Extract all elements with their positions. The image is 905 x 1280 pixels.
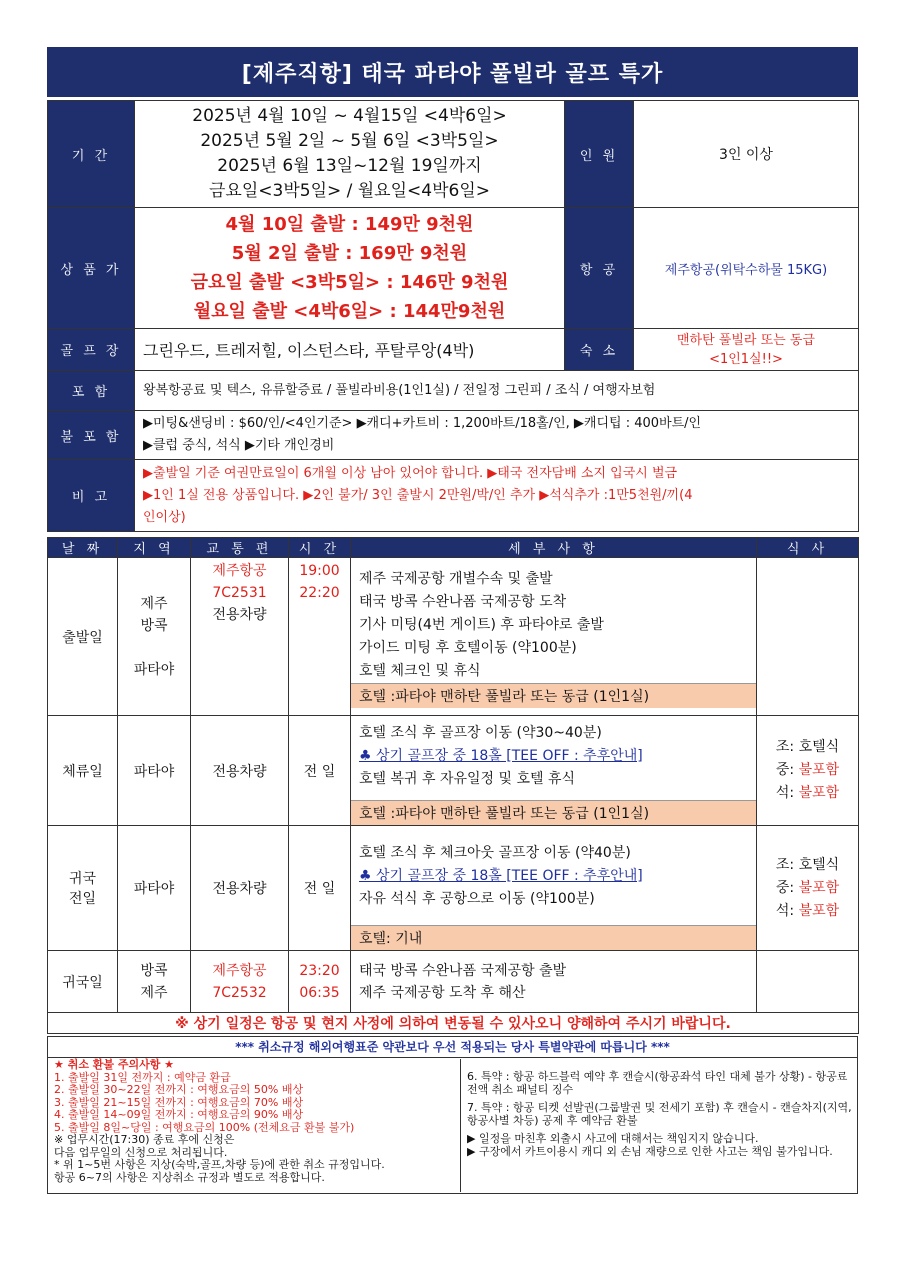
details-cell: 호텔 조식 후 골프장 이동 (약30~40분) ♣ 상기 골프장 중 18홀 [TEE OFF : 추후안내] 호텔 복귀 후 자유일정 및 호텔 휴식 호텔 :파타야 맨하탄 풀빌라 또는 동급 (1인1실) <box>351 716 757 826</box>
day-label: 귀국일 <box>48 951 118 1013</box>
header-time: 시 간 <box>289 538 351 558</box>
air-value: 제주항공(위탁수하물 15KG) <box>634 208 859 329</box>
schedule-row <box>48 716 859 826</box>
stay-label: 숙 소 <box>565 329 634 371</box>
header-date: 날 짜 <box>48 538 118 558</box>
policy-left: ★ 취소 환불 주의사항 ★ 1. 출발일 31일 전까지 : 예약금 환급 2. 출발일 30~22일 전까지 : 여행요금의 50% 배상 3. 출발일 21~15일 전까지 : 여행요금의 70% 배상 4. 출발일 14~09일 전까지 : 여행요금의 90% 배상 5. 출발일 8일~당일 : 여행요금의 100% (전체요금 환불 불가) ※ 업무시간(17:30) 종료 후에 신청은 다음 업무일의 신청으로 처리됩니다. * 위 1~5번 사항은 지상(숙박,골프,차량 등)에 관한 취소 규정입니다. 항공 6~7의 사항은 지상취소 규정과 별도로 적용합니다. <box>54 1059 454 1184</box>
time-cell: 19:00 22:20 <box>289 558 351 716</box>
note-value: ▶출발일 기준 여권만료일이 6개월 이상 남아 있어야 합니다. ▶태국 전자담배 소지 입국시 벌금 ▶1인 1실 전용 상품입니다. ▶2인 불가/ 3인 출발시 2만원/박/인 추가 ▶석식추가 :1만5천원/끼(4 인이상) <box>135 460 859 532</box>
day-label: 체류일 <box>48 716 118 826</box>
region-cell: 방콕 제주 <box>118 951 191 1013</box>
policy-header: *** 취소규정 해외여행표준 약관보다 우선 적용되는 당사 특별약관에 따릅니다 *** <box>48 1037 857 1058</box>
schedule-row <box>48 558 859 716</box>
meals-cell: 조: 호텔식 중: 불포함 석: 불포함 <box>757 716 859 826</box>
details-cell: 태국 방콕 수완나폼 국제공항 출발 제주 국제공항 도착 후 해산 <box>351 951 757 1013</box>
details-cell: 제주 국제공항 개별수속 및 출발 태국 방콕 수완나폼 국제공항 도착 기사 미팅(4번 게이트) 후 파타야로 출발 가이드 미팅 후 호텔이동 (약100분) 호텔 체크인 및 휴식 호텔 :파타야 맨하탄 풀빌라 또는 동급 (1인1실) <box>351 558 757 716</box>
hotel-line: 호텔 :파타야 맨하탄 풀빌라 또는 동급 (1인1실) <box>351 683 756 708</box>
day-label: 귀국 전일 <box>48 826 118 951</box>
header-meals: 식 사 <box>757 538 859 558</box>
hotel-line: 호텔: 기내 <box>351 925 756 950</box>
schedule-notice: ※ 상기 일정은 항공 및 현지 사정에 의하여 변동될 수 있사오니 양해하여 주시기 바랍니다. <box>48 1013 859 1034</box>
region-cell: 파타야 <box>118 716 191 826</box>
transport-cell: 제주항공 7C2531 전용차량 <box>191 558 289 716</box>
period-label: 기 간 <box>48 101 135 208</box>
stay-value: 맨하탄 풀빌라 또는 동급 <1인1실!!> <box>634 329 859 371</box>
transport-cell: 제주항공 7C2532 <box>191 951 289 1013</box>
policy-right: 6. 특약 : 항공 하드블럭 예약 후 캔슬시(항공좌석 타인 대체 불가 상황) - 항공료 전액 취소 패널티 징수 7. 특약 : 항공 티켓 선발권(그룹발권 및 전세기 포함) 후 캔슬시 - 캔슬차지(지역, 항공사별 차등) 공제 후 예약금 환불 ▶ 일정을 마친후 외출시 사고에 대해서는 책임지지 않습니다. ▶ 구장에서 카트이용시 캐디 외 손님 재량으로 인한 사고는 책임 불가입니다. <box>460 1059 859 1192</box>
excl-value: ▶미팅&샌딩비 : $60/인/<4인기준> ▶캐디+카트비 : 1,200바트/18홀/인, ▶캐디팁 : 400바트/인 ▶클럽 중식, 석식 ▶기타 개인경비 <box>135 411 859 460</box>
air-label: 항 공 <box>565 208 634 329</box>
time-cell: 23:20 06:35 <box>289 951 351 1013</box>
period-value: 2025년 4월 10일 ~ 4월15일 <4박6일> 2025년 5월 2일 ~ 5월 6일 <3박5일> 2025년 6월 13일~12월 19일까지 금요일<3박5일> / 월요일<4박6일> <box>135 101 565 208</box>
schedule-row <box>48 951 859 1013</box>
people-label: 인 원 <box>565 101 634 208</box>
golf-link[interactable]: ♣ 상기 골프장 중 18홀 [TEE OFF : 추후안내] <box>359 748 643 764</box>
region-cell: 파타야 <box>118 826 191 951</box>
meals-cell <box>757 951 859 1013</box>
price-value: 4월 10일 출발 : 149만 9천원 5월 2일 출발 : 169만 9천원 금요일 출발 <3박5일> : 146만 9천원 월요일 출발 <4박6일> : 144만9천원 <box>135 208 565 329</box>
golf-label: 골 프 장 <box>48 329 135 371</box>
time-cell: 전 일 <box>289 826 351 951</box>
policy-title: ★ 취소 환불 주의사항 ★ <box>54 1058 175 1071</box>
transport-cell: 전용차량 <box>191 826 289 951</box>
hotel-line: 호텔 :파타야 맨하탄 풀빌라 또는 동급 (1인1실) <box>351 800 756 825</box>
cancel-policy <box>47 1036 858 1194</box>
incl-label: 포 함 <box>48 371 135 411</box>
day-label: 출발일 <box>48 558 118 716</box>
time-cell: 전 일 <box>289 716 351 826</box>
schedule-row <box>48 826 859 951</box>
schedule-table <box>47 537 859 1034</box>
incl-value: 왕복항공료 및 텍스, 유류할증료 / 풀빌라비용(1인1실) / 전일정 그린피 / 조식 / 여행자보험 <box>135 371 859 411</box>
meals-cell: 조: 호텔식 중: 불포함 석: 불포함 <box>757 826 859 951</box>
price-label: 상 품 가 <box>48 208 135 329</box>
header-transport: 교 통 편 <box>191 538 289 558</box>
note-label: 비 고 <box>48 460 135 532</box>
header-details: 세 부 사 항 <box>351 538 757 558</box>
golf-value: 그린우드, 트레저힐, 이스턴스타, 푸탈루앙(4박) <box>135 329 565 371</box>
people-value: 3인 이상 <box>634 101 859 208</box>
info-table <box>47 100 859 532</box>
excl-label: 불 포 함 <box>48 411 135 460</box>
meals-cell <box>757 558 859 716</box>
region-cell: 제주 방콕 파타야 <box>118 558 191 716</box>
details-cell: 호텔 조식 후 체크아웃 골프장 이동 (약40분) ♣ 상기 골프장 중 18홀 [TEE OFF : 추후안내] 자유 석식 후 공항으로 이동 (약100분) 호텔: 기내 <box>351 826 757 951</box>
transport-cell: 전용차량 <box>191 716 289 826</box>
page-title: [제주직항] 태국 파타야 풀빌라 골프 특가 <box>47 47 858 97</box>
header-region: 지 역 <box>118 538 191 558</box>
golf-link[interactable]: ♣ 상기 골프장 중 18홀 [TEE OFF : 추후안내] <box>359 868 643 884</box>
